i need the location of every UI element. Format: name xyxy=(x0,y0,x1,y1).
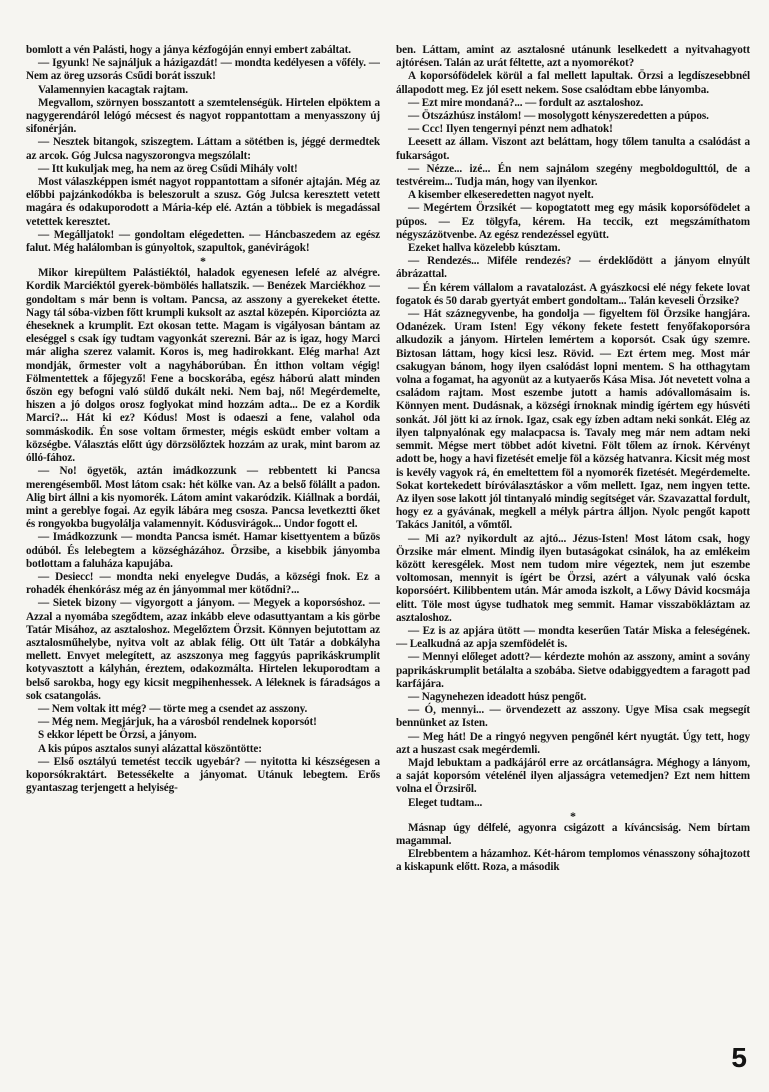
paragraph: — Megértem Örzsikét — kopogtatott meg egy másik koporsófödelet a púpos. — Ez tölgyfa, kérem. Ha teccik, ezt megszámíthatom négyszázötvenbe. Az egész rendezéssel együtt. xyxy=(396,202,750,241)
paragraph: Ezeket hallva közelebb kúsztam. xyxy=(408,242,561,255)
paragraph: — Első osztályú temetést teccik ugyebár? — nyitotta ki készségesen a koporsókraktárt. Betessékelte a jányomat. Utánuk lebegtem. Erős gyantaszag terjengett a helyiség- xyxy=(26,755,380,795)
paragraph: bomlott a vén Palásti, hogy a jánya kézfogóján ennyi embert zabáltat. xyxy=(26,44,351,56)
paragraph: — Imádkozzunk — mondta Pancsa ismét. Hamar kisettyentem a bűzös odúból. És lelebegtem a községházához. Örzsibe, a kisebbik jányomba botlottam a faluháza kapujába. xyxy=(26,531,380,570)
paragraph: Elrebbentem a házamhoz. Két-három templomos vénasszony sóhajtozott a kiskapunk előtt. Roza, a második xyxy=(396,848,750,874)
paragraph: — Itt kukuljak meg, ha nem az öreg Csűdi Mihály volt! xyxy=(38,162,298,175)
paragraph: A kisember elkeseredetten nagyot nyelt. xyxy=(408,189,594,202)
paragraph: — Megálljatok! — gondoltam elégedetten. — Háncbaszedem az egész falut. Még halálomban is gúnyoltok, szapultok, ganévirágok! xyxy=(26,228,380,255)
paragraph: — Nagynehezen ideadott húsz pengőt. xyxy=(408,690,587,703)
paragraph: ben. Láttam, amint az asztalosné utánunk leselkedett a nyitvahagyott ajtórésen. Talán az urát féltette, azt a nyomorékot? xyxy=(396,44,750,70)
paragraph: — Mi az? nyikordult az ajtó... Jézus-Isten! Most látom csak, hogy Örzsike már elment. Mindig ilyen butaságokat csinálok, ha az emlékeim között keresgélek. Most nem tudom mire végeztek, nem jut eszembe voltomosan, mennyit is ígért be Örzsi, azért a vályunak való ócska koporsóért. Kilibbentem után. Már amoda iszkolt, a Lőwy Dávid kocsmája elitt. Töle most úgyse tudhatok meg semmit. Hamar visszabökláztam az asztaloshoz. xyxy=(396,532,750,624)
paragraph: — Desiecc! — mondta neki enyelegve Dudás, a községi fnok. Ez a rohadék éhenkórász még az én jányommal mer kötődni?... xyxy=(26,570,380,597)
paragraph: Majd lebuktam a padkájáról erre az orcátlanságra. Méghogy a lányom, a saját koporsóm vételénél ilyen aljasságra vetemedjen? Ezt nem hittem volna el Örzsiről. xyxy=(396,756,750,796)
paragraph: A kis púpos asztalos sunyi alázattal köszöntötte: xyxy=(38,742,262,755)
paragraph: Most válaszképpen ismét nagyot roppantottam a sifonér ajtaján. Még az előbbi pajzánkodókba is beleszorult a szusz. Góg Julcsa keresztett vetett magára és odakuporodott a Mária-kép elé. Aztán a többiek is megadással vetettek keresztet. xyxy=(26,176,380,228)
paragraph: — Igyunk! Ne sajnáljuk a házigazdát! — mondta kedélyesen a vőfély. — Nem az öreg uzsorás Csűdi borát isszuk! xyxy=(26,57,380,83)
paragraph: — Ó, mennyi... — örvendezett az asszony. Ugye Misa csak megsegít bennünket az Isten. xyxy=(396,704,750,730)
paragraph: — Ez is az apjára ütött — mondta keserűen Tatár Miska a feleségének. — Lealkudná az apja szemfödelét is. xyxy=(396,624,750,651)
paragraph: — Nézze... izé... Én nem sajnálom szegény megboldogulttól, de a testvéreim... Tudja mán, hogy van ilyenkor. xyxy=(396,162,750,189)
paragraph: — Ezt mire mondaná?... — fordult az asztaloshoz. xyxy=(408,96,644,109)
paragraph: — Mennyi előleget adott?— kérdezte mohón az asszony, amint a sovány paprikáskrumplit betálalta a szobába. Sietve odabiggyedtem a faragott pad karfájára. xyxy=(396,651,750,690)
paragraph: Mikor kirepültem Palástiéktól, haladok egyenesen lefelé az alvégre. Kordik Marciéktól gyerek-bömbölés hallatszik. — Benézek Marciékhoz — gondoltam s már benn is voltam. Pancsa, az asszony a gyerekeket étette. Nagy tál sóba-vizben főtt krumpli kuksolt az asztal közepén. Kiporciózta az éheseknek a krumplit. Ezt okosan tette. Magam is vigályosan bántam az eleséggel s csak így tudtam vagyonkát szerezni. Bár az is igaz, hogy Marci már aligha szerez valamit. Koros is, meg hadirokkant. Elég marha! Azt mondják, őrmester volt a nagyháborúban. Én itthon voltam végig! Fölmentettek a főjegyző! Fene a bocskorába, egész háború alatt minden őszön egy befogni való süldő dukált neki. Nem baj, nő! Megérdemelte, hiszen a jó dolgos orosz foglyokat mind hozzám adta... De ez a Kordik Marci?... Hát ki ez? Kódus! Most is odaeszi a fene, valahol oda sommáskodik. Én sose voltam őrmester, mégis esküdt ember voltam a községbe. Választás előtt úgy dörzsölőztek hozzám az urak, mint barom az ólló-fához. xyxy=(26,267,380,465)
paragraph: — Meg hát! De a ringyó negyven pengőnél kért nyugtát. Úgy tett, hogy azt a huszast csak megérdemli. xyxy=(396,730,750,756)
paragraph: A koporsófödelek körül a fal mellett lapultak. Örzsi a legdíszesebbnél állapodott meg. Ez jól esett nekem. Sose csalódtam ebbe lányomba. xyxy=(396,70,750,96)
paragraph: — Sietek bizony — vigyorgott a jányom. — Megyek a koporsóshoz. — Azzal a nyomába szegődtem, azaz inkább eleve odasuttyantam a kis görbe Tatár Misához, az asztaloshoz. Megelőztem Örzsit. Könnyen bejutottam az asztalosműhelybe, nyitva volt az ablak félig. Ott ült Tatár a dobkályha mellett. Envyet melegített, az aszszonya meg faggyús paprikáskrumplit kotyvasztott a kályhán, éreztem, odakozmálta. Hirtelen lekuporodtam a belső sarokba, hogy egy kicsit megpihenhessek. A léleknek is fáradságos a sok csatangolás. xyxy=(26,597,380,702)
paragraph: Leesett az állam. Viszont azt beláttam, hogy tőlem tanulta a csalódást a fukarságot. xyxy=(396,136,750,162)
paragraph: Megvallom, szörnyen bosszantott a szemtelenségük. Hirtelen elpöktem a nagygerendáról lelógó mécsest és nagyot roppantottam a menyasszony új sifonérján. xyxy=(26,96,380,136)
paragraph: Másnap úgy délfelé, agyonra csigázott a kíváncsiság. Nem bírtam magammal. xyxy=(396,821,750,847)
paragraph: — Hát száznegyvenbe, ha gondolja — figyeltem föl Örzsike hangjára. Odanézek. Uram Isten! Egy vékony fekete festett fenyőfakoporsóra alkudozik a jányom. Hirtelen lemértem a koporsót. Csak úgy szemre. Biztosan láttam, hogy kicsi lesz. Rövid. — Ezt értem meg. Most már csakugyan bánom, hogy ilyen csalódást lopni mentem. S ha otthagytam volna a fogamat, ha agyonüt az a kutyaerős Kása Misa. Jót nevetett volna a családom rajtam. Most eszembe jutott a hamis adóvallomásaim is. Könnyen ment. Dudásnak, a községi írnoknak mindig ígértem egy húsvéti sonkát. Jól jött ki az írnok. Igaz, csak egy ízben adtam neki sonkát. Elég az ilyen talpnyalónak egy malacpacsa is. Tavaly meg már nem adtam neki semmit. Mégse mert többet adót kivetni. Fölt tőlem az írnok. Kérvényt adott be, hogy a havi fizetését emelje föl a község hatvanra. Kicsit még most is kevély vagyok rá, én emeltettem föl a nyomorék fizetését. Megérdemelte. Sokat kortekedett bíróválasztáskor a vőm mellett. Igaz, nem ingyen tette. Az ilyen sose lakott jól tintanyaló mindig segítséget vár. Szavazattal fordult, hogy ez a gyávának, megkell a mélyk pártra álljon. Nyolc pengőt kapott Takács Janitól, a vőmtől. xyxy=(396,308,750,532)
paragraph: Eleget tudtam... xyxy=(408,796,483,809)
page-number: 5 xyxy=(731,1042,747,1073)
paragraph: — Rendezés... Miféle rendezés? — érdeklődött a jányom elnyúlt ábrázattal. xyxy=(396,255,750,281)
paragraph: — Még nem. Megjárjuk, ha a városból rendelnek koporsót! xyxy=(38,716,317,729)
paragraph: — Én kérem vállalom a ravatalozást. A gyászkocsi elé négy fekete lovat fogatok és 50 darab gyertyát embert gondoltam... Talán keveseli Örzsike? xyxy=(396,281,750,307)
paragraph: — Ccc! Ilyen tengernyi pénzt nem adhatok! xyxy=(408,123,613,136)
paragraph: — Nem voltak itt még? — törte meg a csendet az asszony. xyxy=(38,702,308,715)
paragraph: Valamennyien kacagtak rajtam. xyxy=(38,83,188,96)
left-text-column xyxy=(26,44,380,1054)
paragraph: S ekkor lépett be Örzsi, a jányom. xyxy=(38,729,197,742)
section-separator: * xyxy=(200,254,206,269)
section-separator: * xyxy=(570,808,576,823)
paragraph: — Ötszázhúsz instálom! — mosolygott kényszeredetten a púpos. xyxy=(408,110,709,123)
paragraph: — Nesztek bitangok, sziszegtem. Láttam a sötétben is, jéggé dermedtek az arcok. Góg Julcsa nagyszorongva megszólalt: xyxy=(26,136,380,162)
right-text-column xyxy=(396,44,750,1054)
paragraph: — No! ögyetök, aztán imádkozzunk — rebbentett ki Pancsa merengésemből. Most látom csak: hét kölke van. Az a belső fölállt a padon. Alig birt állni a kis nyomorék. Látom amint vakaródzik. Kiállnak a bordái, mint a gereblye fogai. Az egyik lábára meg csosza. Pancsa levetkeztti őket és rongyokba bugyolálja valamennyit. Kódusvirágok... Undor fogott el. xyxy=(26,465,380,531)
